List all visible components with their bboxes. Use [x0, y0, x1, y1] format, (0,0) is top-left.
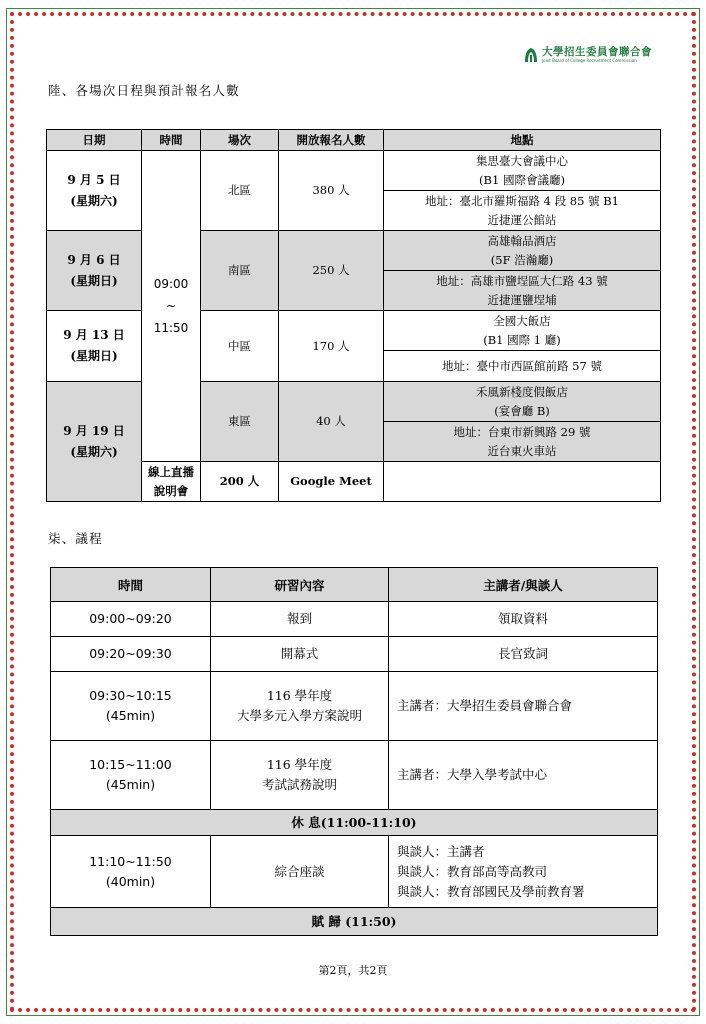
venue-address: 地址：台東市新興路 29 號 近台東火車站 — [384, 422, 661, 462]
session-date: 9 月 6 日 (星期日) — [47, 231, 142, 311]
agenda-time: 10:15~11:00 (45min) — [51, 741, 211, 810]
header-session: 場次 — [201, 130, 279, 151]
online-session-label: 線上直播 說明會 — [142, 462, 201, 502]
table-row — [51, 637, 658, 672]
session-date: 9 月 19 日 (星期六) — [47, 382, 142, 502]
venue-address: 地址：臺中市西區館前路 57 號 — [384, 351, 661, 382]
session-date: 9 月 5 日 (星期六) — [47, 151, 142, 231]
agenda-header-content: 研習內容 — [211, 568, 389, 602]
venue-name: 高雄翰品酒店 (5F 浩瀚廳) — [384, 231, 661, 271]
session-capacity: 40 人 — [279, 382, 384, 462]
section-heading-agenda: 柒、議程 — [48, 531, 103, 546]
agenda-header-time: 時間 — [51, 568, 211, 602]
agenda-break: 休 息(11:00-11:10) — [51, 810, 658, 836]
agenda-header-row — [51, 568, 658, 602]
venue-address: 地址：高雄市鹽埕區大仁路 43 號 近捷運鹽埕埔 — [384, 271, 661, 311]
agenda-speaker: 主講者：大學招生委員會聯合會 — [389, 672, 658, 741]
agenda-time: 09:30~10:15 (45min) — [51, 672, 211, 741]
table-row — [51, 602, 658, 637]
table-row — [51, 741, 658, 810]
table-row — [47, 311, 661, 351]
agenda-content: 報到 — [211, 602, 389, 637]
logo-emblem-icon — [524, 47, 538, 63]
agenda-content: 116 學年度 大學多元入學方案說明 — [211, 672, 389, 741]
venue-address: 地址：臺北市羅斯福路 4 段 85 號 B1 近捷運公館站 — [384, 191, 661, 231]
agenda-content: 綜合座談 — [211, 836, 389, 908]
agenda-end-row — [51, 908, 658, 936]
agenda-end: 賦 歸 (11:50) — [51, 908, 658, 936]
agenda-break-row — [51, 810, 658, 836]
agenda-table — [50, 567, 658, 936]
venue-name: 全國大飯店 (B1 國際 1 廳) — [384, 311, 661, 351]
online-session-capacity: 200 人 — [201, 462, 279, 502]
session-region: 南區 — [201, 231, 279, 311]
schedule-header-row — [47, 130, 661, 151]
session-region: 中區 — [201, 311, 279, 382]
section-heading-schedule: 陸、各場次日程與預計報名人數 — [48, 83, 240, 98]
online-session-venue: Google Meet — [279, 462, 384, 502]
agenda-speaker: 與談人：主講者 與談人：教育部高等高教司 與談人：教育部國民及學前教育署 — [389, 836, 658, 908]
agenda-time: 09:00~09:20 — [51, 602, 211, 637]
agenda-time: 09:20~09:30 — [51, 637, 211, 672]
agenda-content: 116 學年度 考試試務說明 — [211, 741, 389, 810]
table-row — [47, 382, 661, 422]
agenda-header-speaker: 主講者/與談人 — [389, 568, 658, 602]
venue-name: 禾風新棧度假飯店 (宴會廳 B) — [384, 382, 661, 422]
session-date: 9 月 13 日 (星期日) — [47, 311, 142, 382]
table-row — [51, 836, 658, 908]
session-region: 東區 — [201, 382, 279, 462]
agenda-speaker: 長官致詞 — [389, 637, 658, 672]
session-region: 北區 — [201, 151, 279, 231]
header-time: 時間 — [142, 130, 201, 151]
session-capacity: 250 人 — [279, 231, 384, 311]
session-time: 09:00 ~ 11:50 — [142, 151, 201, 462]
table-row — [47, 231, 661, 271]
agenda-time: 11:10~11:50 (40min) — [51, 836, 211, 908]
table-row — [47, 151, 661, 191]
page-number: 第2頁，共2頁 — [318, 964, 388, 977]
session-capacity: 170 人 — [279, 311, 384, 382]
session-capacity: 380 人 — [279, 151, 384, 231]
logo-text-en: Joint Board of College Recruitment Commission — [542, 57, 637, 63]
header-date: 日期 — [47, 130, 142, 151]
header-venue: 地點 — [384, 130, 661, 151]
agenda-content: 開幕式 — [211, 637, 389, 672]
logo-text-zh: 大學招生委員會聯合會 — [542, 46, 652, 59]
venue-name: 集思臺大會議中心 (B1 國際會議廳) — [384, 151, 661, 191]
table-row — [51, 672, 658, 741]
header-capacity: 開放報名人數 — [279, 130, 384, 151]
agenda-speaker: 領取資料 — [389, 602, 658, 637]
org-logo — [524, 44, 670, 66]
schedule-table — [46, 129, 661, 502]
agenda-speaker: 主講者：大學入學考試中心 — [389, 741, 658, 810]
